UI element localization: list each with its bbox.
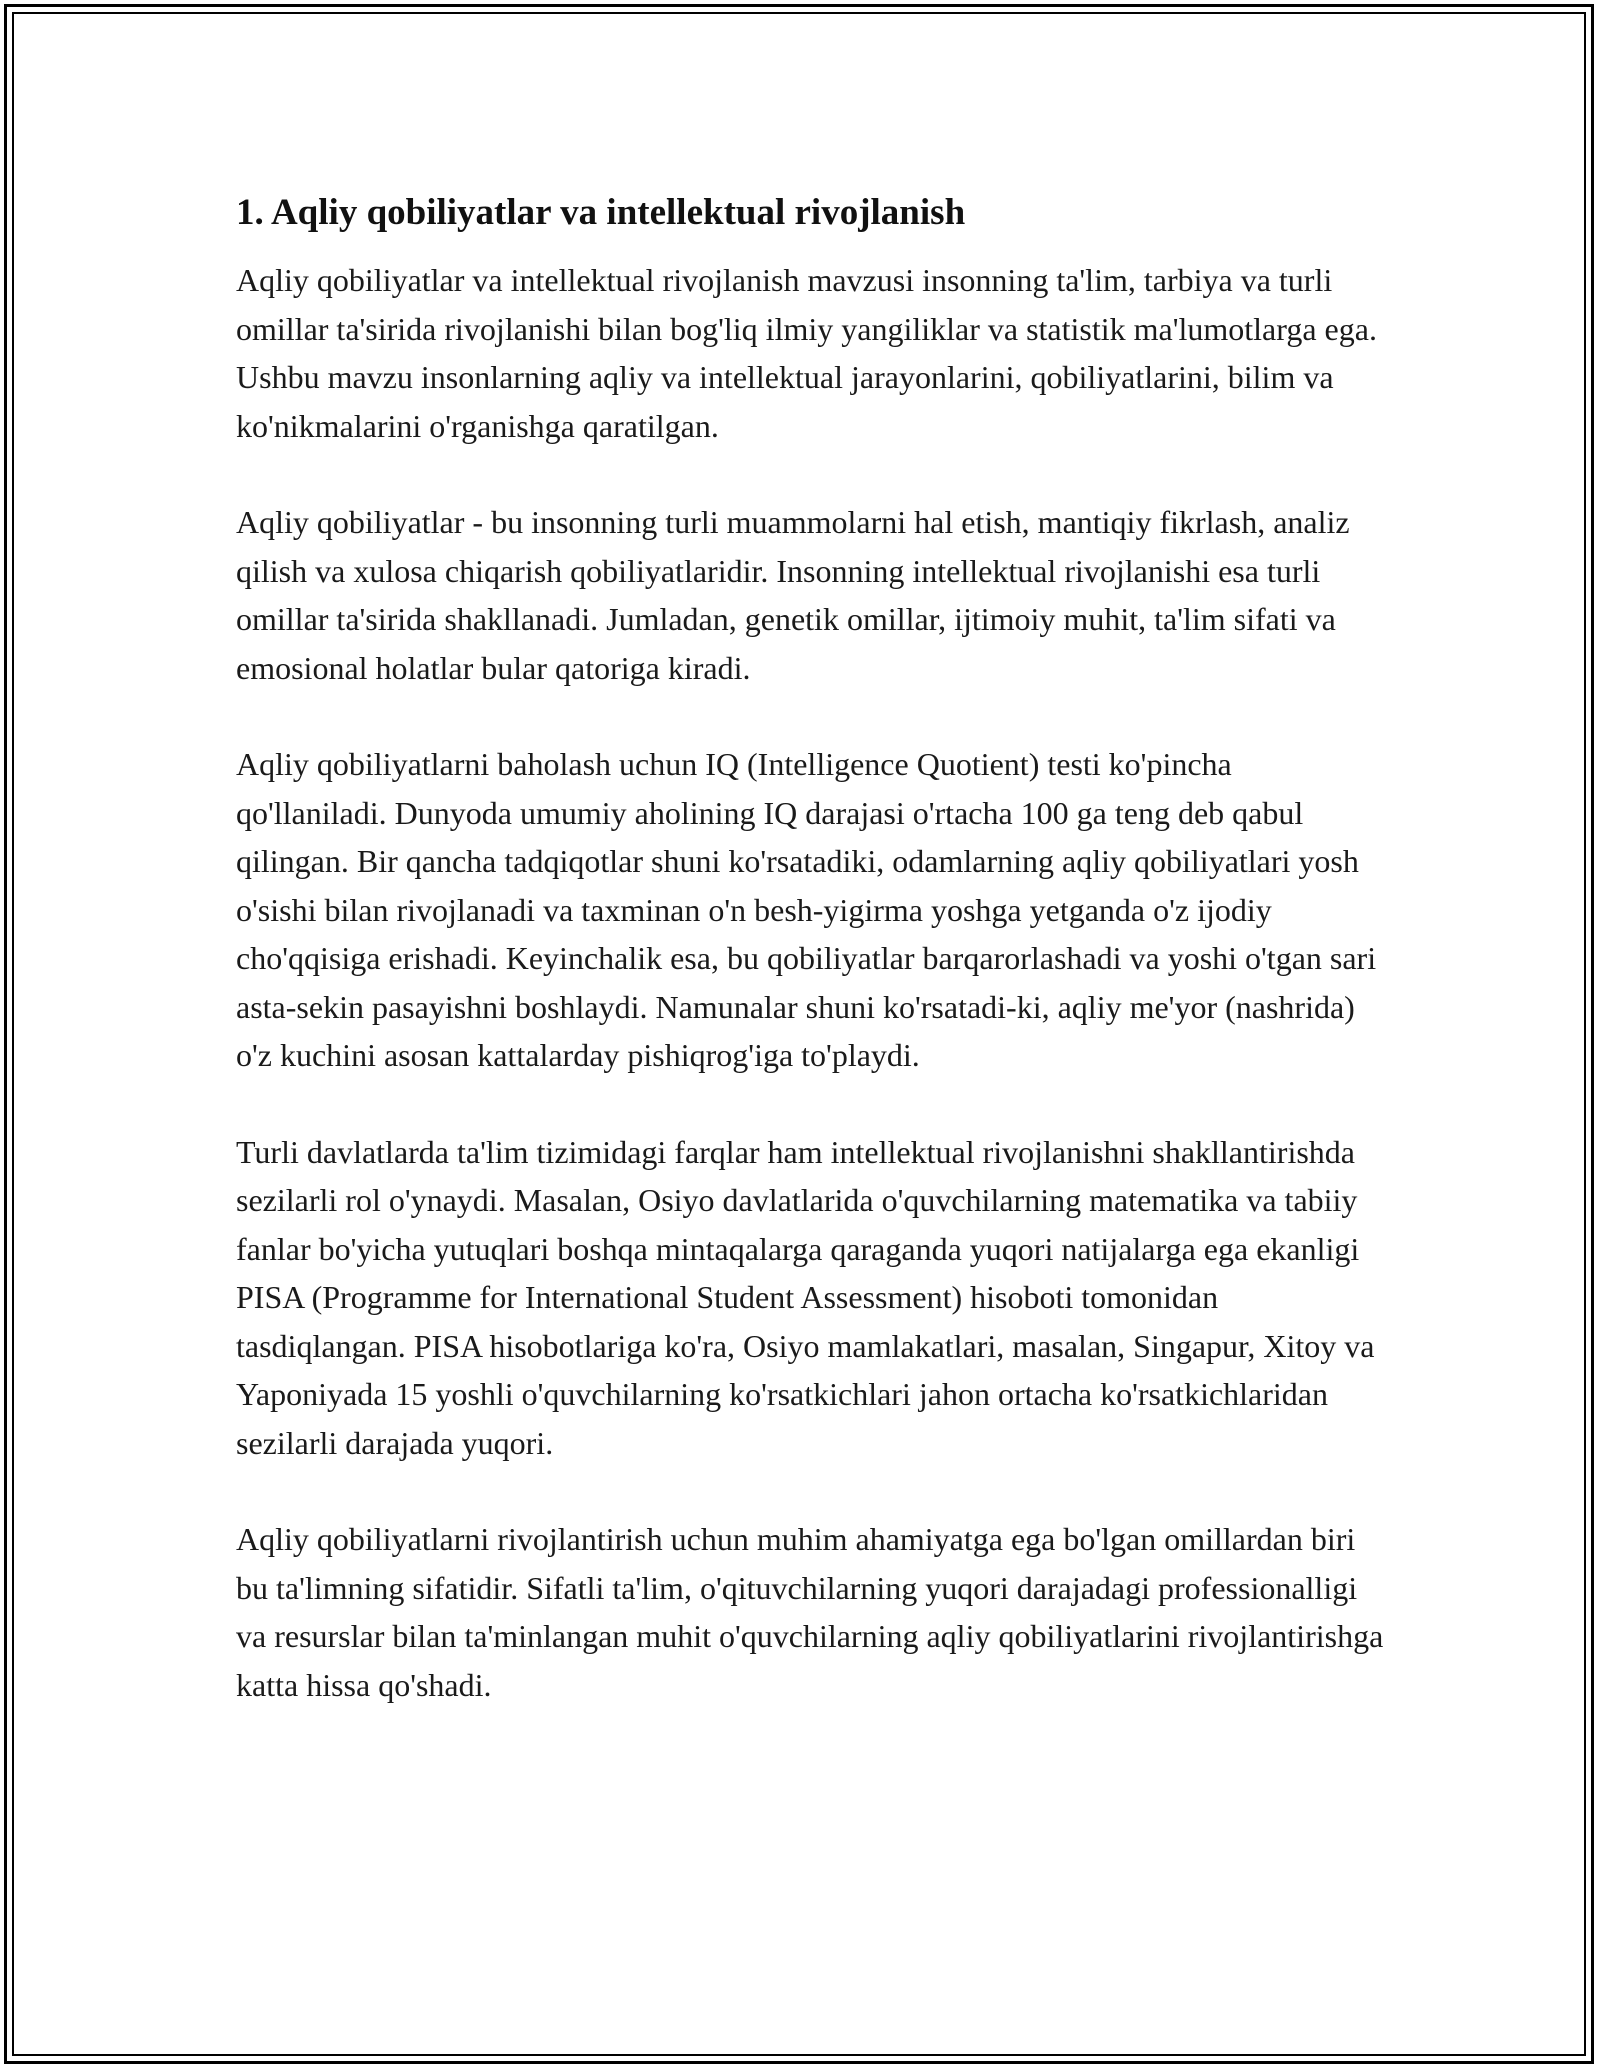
paragraph-5: Aqliy qobiliyatlarni rivojlantirish uchun muhim ahamiyatga ega bo'lgan omillardan biri bu ta'limning sifatidir. Sifatli ta'lim, o'qituvchilarning yuqori darajadagi professionalligi va resurslar bilan ta'minlangan muhit o'quvchilarning aqliy qobiliyatlarini rivojlantirishga katta hissa qo'shadi. xyxy=(236,1521,1384,1703)
paragraph-4: Turli davlatlarda ta'lim tizimidagi farqlar ham intellektual rivojlanishni shakllantirishda sezilarli rol o'ynaydi. Masalan, Osiyo davlatlarida o'quvchilarning matematika va tabiiy fanlar bo'yicha yutuqlari boshqa mintaqalarga qaraganda yuqori natijalarga ega ekanligi PISA (Programme for International Student Assessment) hisoboti tomonidan tasdiqlangan. PISA hisobotlariga ko'ra, Osiyo mamlakatlari, masalan, Singapur, Xitoy va Yaponiyada 15 yoshli o'quvchilarning ko'rsatkichlari jahon ortacha ko'rsatkichlaridan sezilarli darajada yuqori. xyxy=(236,1133,1375,1461)
document-title: 1. Aqliy qobiliyatlar va intellektual rivojlanish xyxy=(236,192,966,233)
paragraph-2: Aqliy qobiliyatlar - bu insonning turli muammolarni hal etish, mantiqiy fikrlash, analiz qilish va xulosa chiqarish qobiliyatlaridir. Insonning intellektual rivojlanishi esa turli omillar ta'sirida shakllanadi. Jumladan, genetik omillar, ijtimoiy muhit, ta'lim sifati va emosional holatlar bular qatoriga kiradi. xyxy=(236,504,1350,686)
document-body xyxy=(236,188,1386,1709)
paragraph-3: Aqliy qobiliyatlarni baholash uchun IQ (Intelligence Quotient) testi ko'pincha qo'llaniladi. Dunyoda umumiy aholining IQ darajasi o'rtacha 100 ga teng deb qabul qilingan. Bir qancha tadqiqotlar shuni ko'rsatadiki, odamlarning aqliy qobiliyatlari yosh o'sishi bilan rivojlanadi va taxminan o'n besh-yigirma yoshga yetganda o'z ijodiy cho'qqisiga erishadi. Keyinchalik esa, bu qobiliyatlar barqarorlashadi va yoshi o'tgan sari asta-sekin pasayishni boshlaydi. Namunalar shuni ko'rsatadi-ki, aqliy me'yor (nashrida) o'z kuchini asosan kattalarday pishiqrog'iga to'playdi. xyxy=(236,746,1377,1073)
paragraph-1: Aqliy qobiliyatlar va intellektual rivojlanish mavzusi insonning ta'lim, tarbiya va turli omillar ta'sirida rivojlanishi bilan bog'liq ilmiy yangiliklar va statistik ma'lumotlarga ega. Ushbu mavzu insonlarning aqliy va intellektual jarayonlarini, qobiliyatlarini, bilim va ko'nikmalarini o'rganishga qaratilgan. xyxy=(236,262,1377,444)
